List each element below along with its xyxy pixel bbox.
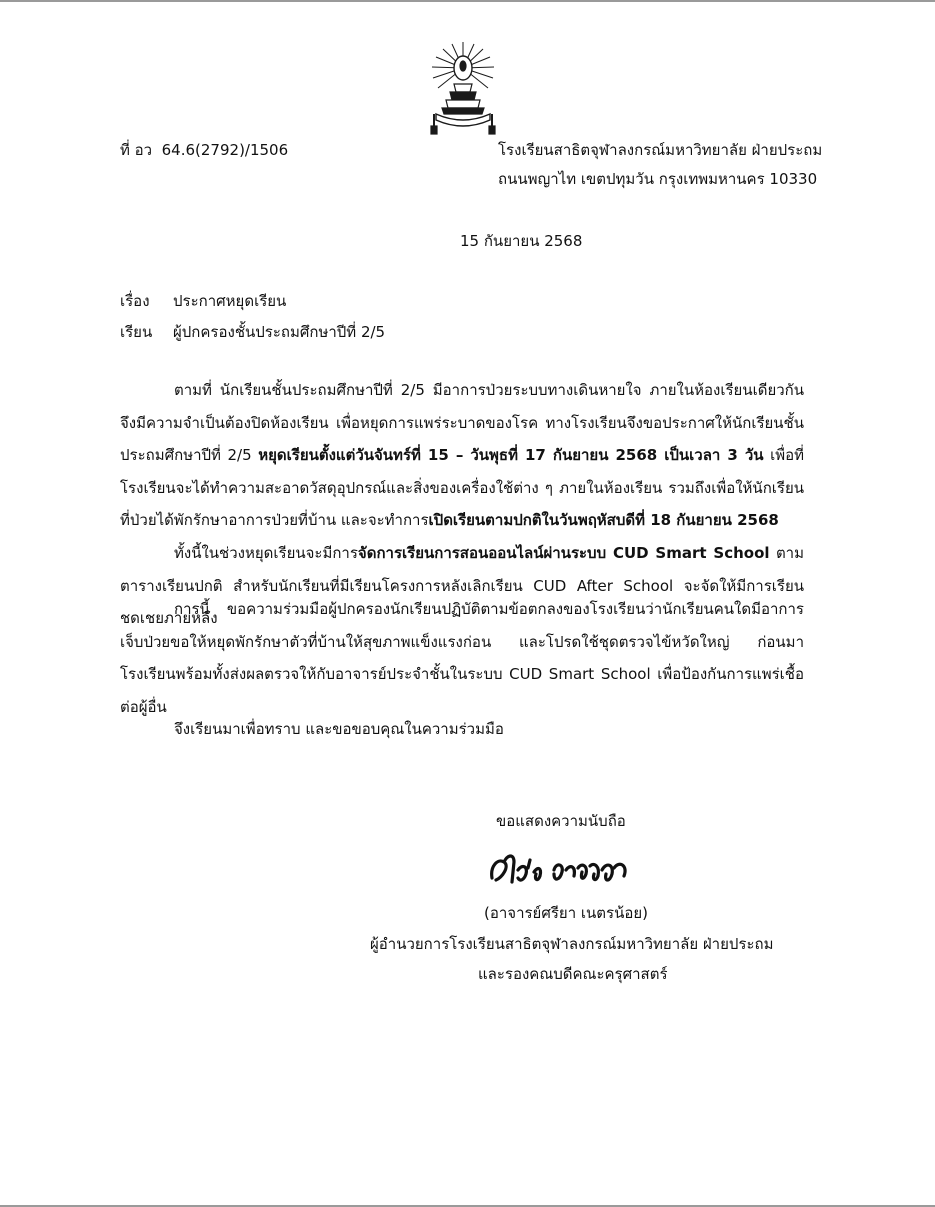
letter-date: 15 กันยายน 2568 [460,232,583,250]
page-top-border [0,0,935,2]
p1-closure-dates: หยุดเรียนตั้งแต่วันจันทร์ที่ 15 – วันพุธที่ 17 กันยายน 2568 เป็นเวลา 3 วัน [258,446,764,465]
signer-title-2: และรองคณบดีคณะครุศาสตร์ [478,965,668,983]
p3-text: การนี้ ขอความร่วมมือผู้ปกครองนักเรียนปฏิบัติตามข้อตกลงของโรงเรียนว่านักเรียนคนใดมีอาการเจ็บป่วยขอให้หยุดพักรักษาตัวที่บ้านให้สุขภาพแข็งแรงก่อน และโปรดใช้ชุดตรวจไข้หวัดใหญ่ ก่อนมาโรงเรียนพร้อมทั้งส่งผลตรวจให้กับอาจารย์ประจำชั้นในระบบ CUD Smart School เพื่อป้องกันการแพร่เชื้อต่อผู้อื่น [120,600,804,716]
signer-title-1: ผู้อำนวยการโรงเรียนสาธิตจุฬาลงกรณ์มหาวิทยาลัย ฝ่ายประถม [370,935,774,953]
p2-text-a: ทั้งนี้ในช่วงหยุดเรียนจะมีการ [174,544,358,562]
closing-phrase: ขอแสดงความนับถือ [496,812,626,830]
signer-name: (อาจารย์ศรียา เนตรน้อย) [484,904,648,922]
recipient-text: ผู้ปกครองชั้นประถมศึกษาปีที่ 2/5 [173,323,386,341]
reference-line [120,140,288,160]
school-name: โรงเรียนสาธิตจุฬาลงกรณ์มหาวิทยาลัย ฝ่ายประถม [498,141,823,159]
handwritten-signature [484,848,634,892]
p1-text-a: ตามที่ นักเรียนชั้นประถมศึกษาปีที่ 2/5 มีอาการป่วยระบบทางเดินหายใจ ภายในห้องเรียนเดียวกัน จึงมีความจำเป็นต้องปิดห้องเรียน เพื่อหยุดการแพร่ระบาดของโรค ทางโรงเรียนจึงขอประกาศให้นักเรียนชั้นประถมศึกษาปีที่ 2/5 [120,381,804,465]
body-paragraph-3 [120,593,804,723]
reference-number: 64.6(2792)/1506 [161,141,289,159]
p2-online-class: จัดการเรียนการสอนออนไลน์ผ่านระบบ CUD Smart School [357,544,770,562]
body-paragraph-1 [120,374,804,537]
recipient-label: เรียน [120,323,153,341]
chula-emblem-icon [428,40,498,136]
school-address: ถนนพญาไท เขตปทุมวัน กรุงเทพมหานคร 10330 [498,170,818,188]
body-paragraph-4: จึงเรียนมาเพื่อทราบ และขอขอบคุณในความร่วมมือ [174,720,504,738]
p2-text-c: ตามตารางเรียนปกติ สำหรับนักเรียนที่มีเรียนโครงการหลังเลิกเรียน CUD After School จะจัดให้มีการเรียนชดเชยภายหลัง [120,544,804,628]
p1-reopen-date: เปิดเรียนตามปกติในวันพฤหัสบดีที่ 18 กันยายน 2568 [428,511,779,530]
subject-label: เรื่อง [120,292,150,310]
p1-text-c: เพื่อที่โรงเรียนจะได้ทำความสะอาดวัสดุอุปกรณ์และสิ่งของเครื่องใช้ต่าง ๆ ภายในห้องเรียน รวมถึงเพื่อให้นักเรียนที่ป่วยได้พักรักษาอาการป่วยที่บ้าน และจะทำการ [120,446,804,530]
subject-text: ประกาศหยุดเรียน [173,292,287,310]
reference-label: ที่ อว [120,141,153,159]
